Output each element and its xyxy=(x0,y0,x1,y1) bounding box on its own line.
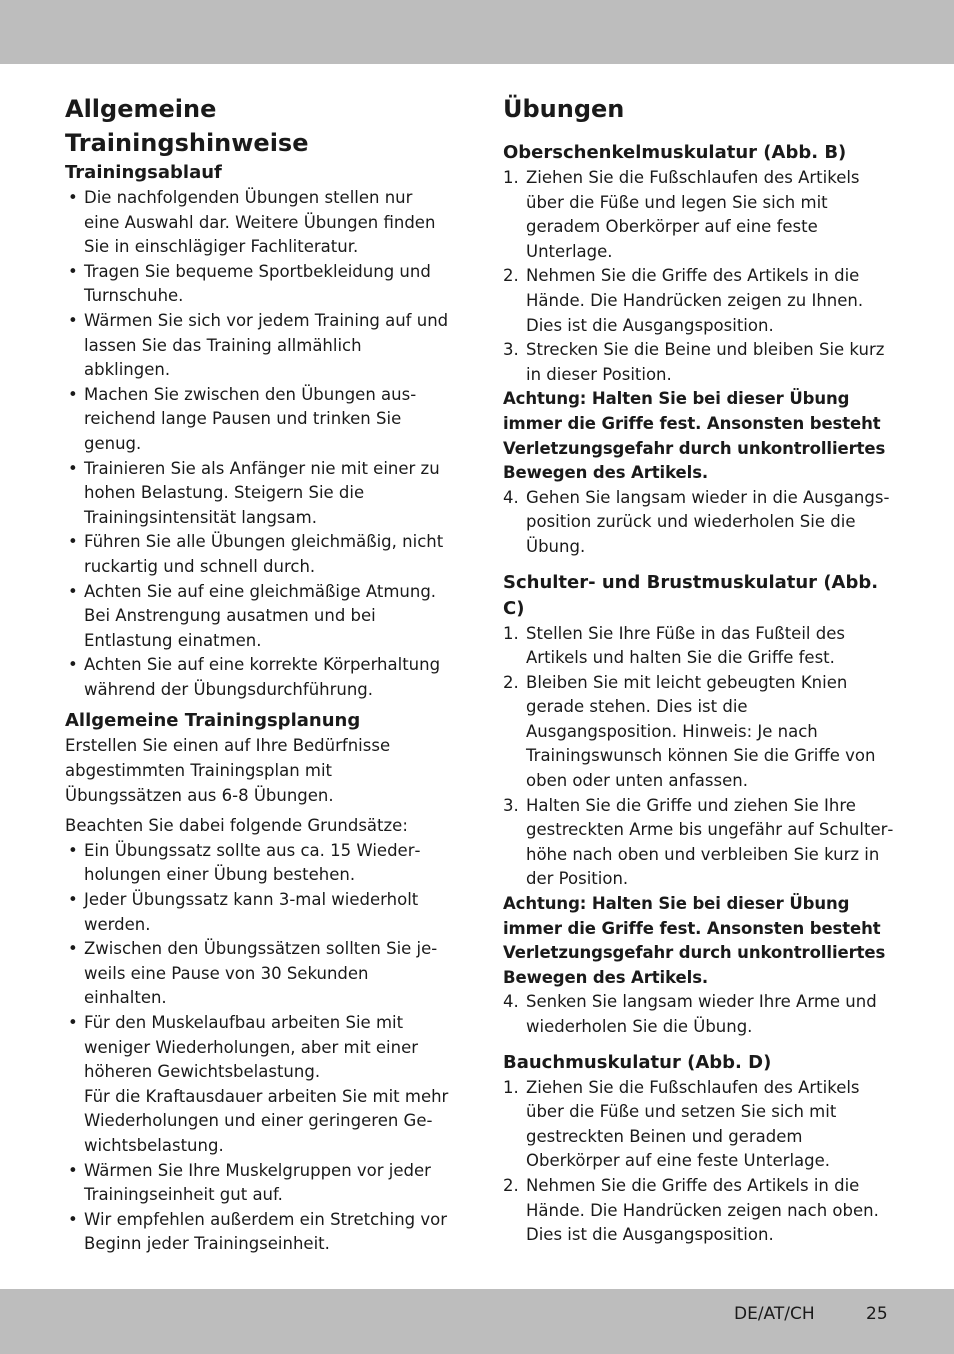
list-item: • Wärmen Sie sich vor jedem Training auf und lassen Sie das Training allmählich abklingen. xyxy=(65,309,450,383)
step-number: 1. xyxy=(503,1077,519,1097)
step-item xyxy=(503,166,895,264)
step-text: Halten Sie die Griffe und ziehen Sie Ihre gestreckten Arme bis ungefähr auf Schulterhöhe nach oben und verbleiben Sie kurz in der Position. xyxy=(526,795,894,889)
step-item xyxy=(503,486,895,560)
step-text: Nehmen Sie die Griffe des Artikels in die Hände. Die Handrücken zeigen zu Ihnen. Dies ist die Ausgangsposition. xyxy=(526,266,864,335)
page-title-exercises: Übungen xyxy=(503,95,625,123)
list-item-part: Für die Kraftausdauer arbeiten Sie mit mehr Wiederholungen und einer geringeren Gewichtsbelastung. xyxy=(84,1086,449,1155)
list-item: • Tragen Sie bequeme Sportbekleidung und Turnschuhe. xyxy=(65,260,450,309)
shoulder-chest-steps-continued xyxy=(503,990,895,1039)
page-number: 25 xyxy=(866,1304,888,1324)
list-item: • Machen Sie zwischen den Übungen ausreichend lange Pausen und trinken Sie genug. xyxy=(65,383,450,457)
warning-thigh: Achtung: Halten Sie bei dieser Übung immer die Griffe fest. Ansonsten besteht Verletzungsgefahr durch unkontrolliertes Bewegen des Artikels. xyxy=(503,389,886,483)
step-text: Stellen Sie Ihre Füße in das Fußteil des Artikels und halten Sie die Griffe fest. xyxy=(526,623,845,668)
step-text: Nehmen Sie die Griffe des Artikels in die Hände. Die Handrücken zeigen nach oben. Dies ist die Ausgangsposition. xyxy=(526,1175,879,1245)
step-number: 4. xyxy=(503,992,519,1012)
right-column xyxy=(503,90,895,1248)
step-item xyxy=(503,622,895,671)
left-column xyxy=(65,90,450,1257)
list-item: • Zwischen den Übungssätzen sollten Sie jeweils eine Pause von 30 Sekunden einhalten. xyxy=(65,937,450,1011)
step-text: Senken Sie langsam wieder Ihre Arme und wiederholen Sie die Übung. xyxy=(526,992,877,1036)
planning-lead: Beachten Sie dabei folgende Grundsätze: xyxy=(65,816,408,836)
step-item xyxy=(503,1174,895,1248)
heading-abdominal-exercise: Bauchmuskulatur (Abb. D) xyxy=(503,1051,772,1073)
step-item xyxy=(503,338,895,387)
list-item: • Jeder Übungssatz kann 3-mal wiederholt werden. xyxy=(65,888,450,937)
list-item: • Achten Sie auf eine gleichmäßige Atmung. Bei Anstrengung ausatmen und bei Entlastung einatmen. xyxy=(65,580,450,654)
training-procedure-list xyxy=(65,186,450,702)
list-item-part: Für den Muskelaufbau arbeiten Sie mit weniger Wiederholungen, aber mit einer höheren Gewichtsbelastung. xyxy=(84,1013,419,1082)
step-number: 2. xyxy=(503,672,519,692)
footer-region-label: DE/AT/CH xyxy=(734,1304,815,1324)
step-number: 2. xyxy=(503,1175,519,1195)
list-item: • Trainieren Sie als Anfänger nie mit einer zu hohen Belastung. Steigern Sie die Trainingsintensität langsam. xyxy=(65,457,450,531)
step-text: Strecken Sie die Beine und bleiben Sie kurz in dieser Position. xyxy=(526,340,885,384)
step-item xyxy=(503,794,895,892)
step-number: 4. xyxy=(503,487,519,507)
shoulder-chest-steps xyxy=(503,622,895,893)
list-item: • Wir empfehlen außerdem ein Stretching vor Beginn jeder Trainingseinheit. xyxy=(65,1208,450,1257)
list-item: • Ein Übungssatz sollte aus ca. 15 Wiederholungen einer Übung bestehen. xyxy=(65,839,450,888)
list-item: • Die nachfolgenden Übungen stellen nur eine Auswahl dar. Weitere Übungen finden Sie in einschlägiger Fachliteratur. xyxy=(65,186,450,260)
step-number: 1. xyxy=(503,623,519,643)
header-band xyxy=(0,0,954,64)
heading-thigh-exercise: Oberschenkelmuskulatur (Abb. B) xyxy=(503,142,847,163)
warning-shoulder-chest: Achtung: Halten Sie bei dieser Übung immer die Griffe fest. Ansonsten besteht Verletzungsgefahr durch unkontrolliertes Bewegen des Artikels. xyxy=(503,894,886,987)
list-item: • Achten Sie auf eine korrekte Körperhaltung während der Übungsdurchführung. xyxy=(65,653,450,702)
step-number: 2. xyxy=(503,266,519,286)
abdominal-steps xyxy=(503,1076,895,1248)
heading-shoulder-chest-exercise: Schulter- und Brustmuskulatur (Abb. C) xyxy=(503,571,879,619)
step-item xyxy=(503,990,895,1039)
step-text: Ziehen Sie die Fußschlaufen des Artikels über die Füße und setzen Sie sich mit gestreckten Beinen und geradem Oberkörper auf eine feste Unterlage. xyxy=(526,1077,860,1171)
step-item xyxy=(503,1076,895,1174)
heading-training-planning: Allgemeine Trainingsplanung xyxy=(65,710,361,732)
page-title-training-notes: Allgemeine Trainingshinweise xyxy=(65,95,309,157)
step-number: 3. xyxy=(503,340,519,360)
step-text: Bleiben Sie mit leicht gebeugten Knien gerade stehen. Dies ist die Ausgangsposition. Hinweis: Je nach Trainingswunsch können Sie die Griffe von oben oder unten anfassen. xyxy=(526,672,876,791)
step-text: Ziehen Sie die Fußschlaufen des Artikels über die Füße und legen Sie sich mit geradem Oberkörper auf eine feste Unterlage. xyxy=(526,168,860,261)
list-item: • Wärmen Sie Ihre Muskelgruppen vor jeder Trainingseinheit gut auf. xyxy=(65,1159,450,1208)
step-item xyxy=(503,264,895,338)
thigh-steps-continued xyxy=(503,486,895,560)
step-number: 3. xyxy=(503,795,519,815)
list-item xyxy=(65,1011,450,1159)
training-planning-list xyxy=(65,839,450,1257)
step-number: 1. xyxy=(503,168,519,187)
heading-training-procedure: Trainingsablauf xyxy=(65,162,222,183)
step-item xyxy=(503,671,895,794)
step-text: Gehen Sie langsam wieder in die Ausgangsposition zurück und wiederholen Sie die Übung. xyxy=(526,487,890,556)
planning-intro: Erstellen Sie einen auf Ihre Bedürfnisse abgestimmten Trainingsplan mit Übungssätzen aus 6-8 Übungen. xyxy=(65,736,391,805)
thigh-steps xyxy=(503,166,895,387)
list-item: • Führen Sie alle Übungen gleichmäßig, nicht ruckartig und schnell durch. xyxy=(65,530,450,579)
